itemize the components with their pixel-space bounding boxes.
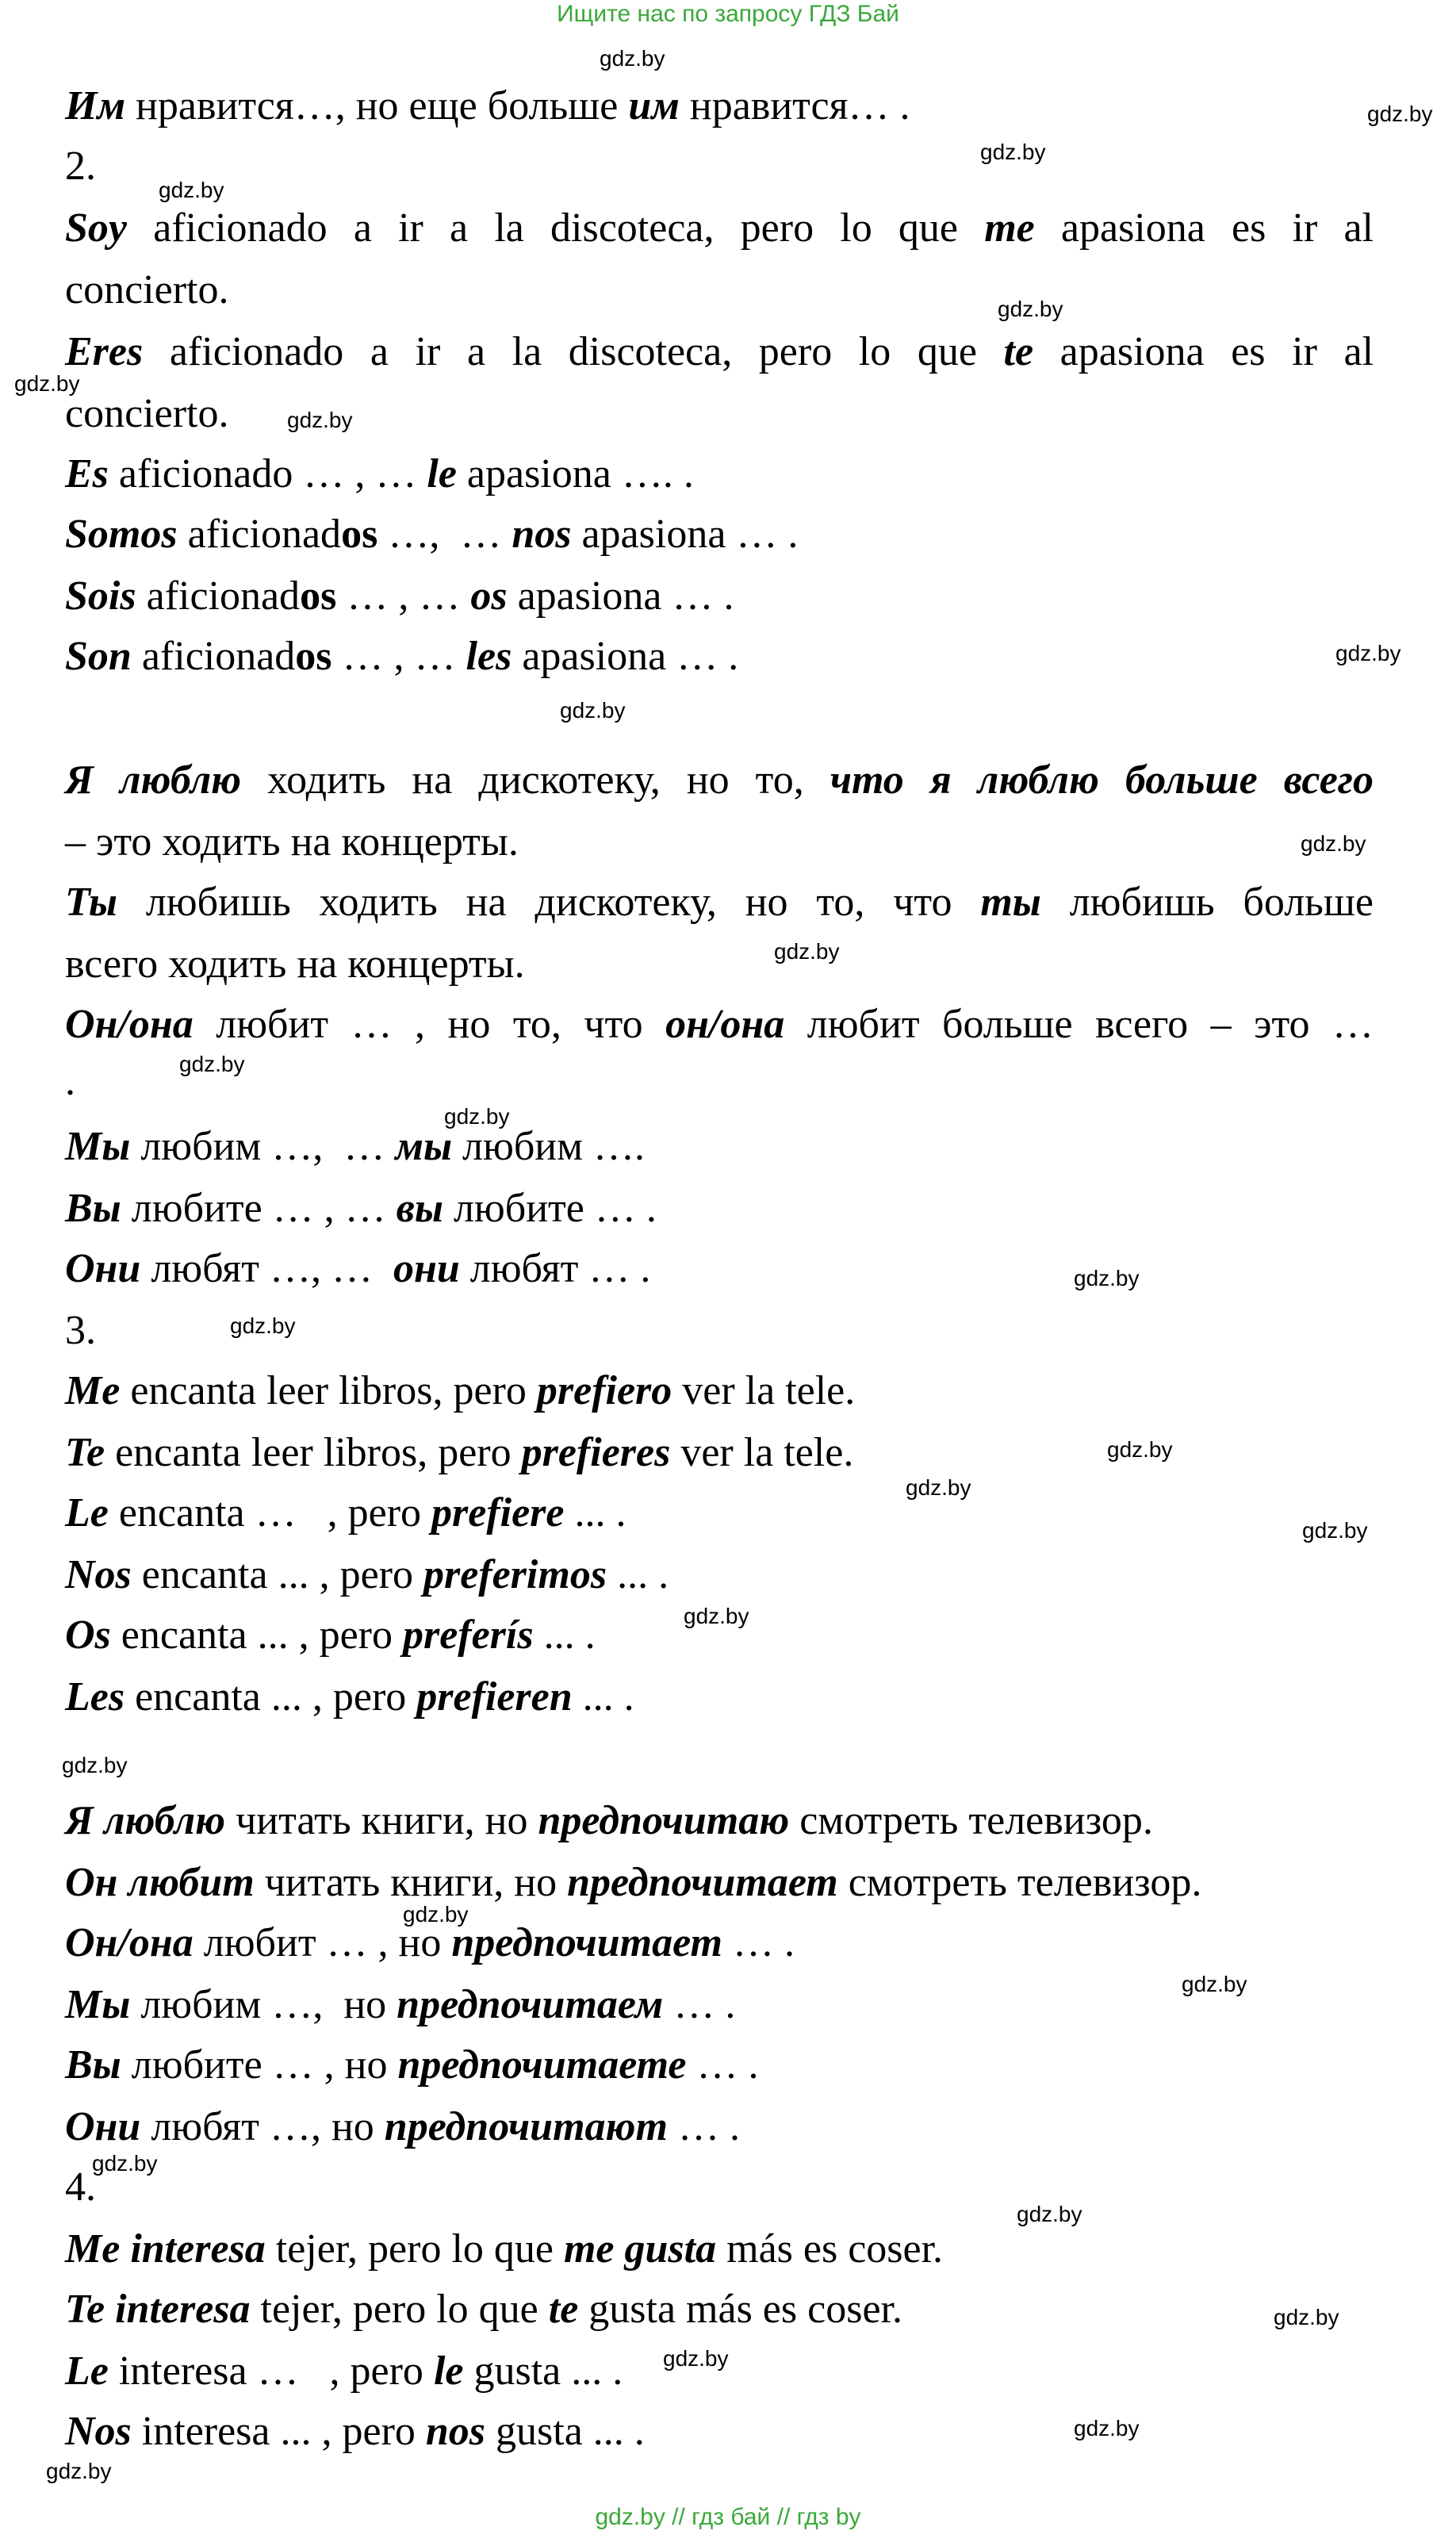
text-line: Eres aficionado a ir a la discoteca, pero lo que te apasiona es ir al [65,329,1374,374]
watermark: gdz.by [560,698,626,723]
watermark: gdz.by [159,178,224,202]
text-line: Они любят …, но предпочитают … . [65,2104,740,2149]
watermark: gdz.by [1182,1972,1247,1996]
text-line: всего ходить на концерты. [65,941,525,987]
watermark: gdz.by [444,1104,510,1129]
text-line: Он/она любит … , но то, что он/она любит больше всего – это … [65,1002,1374,1047]
section-number: 3. [65,1308,96,1353]
watermark: gdz.by [1017,2202,1082,2226]
text-line: Мы любим …, … мы любим …. [65,1124,646,1169]
text-line: concierto. [65,267,229,312]
footer-links[interactable]: gdz.by // гдз бай // гдз by [595,2504,861,2530]
watermark: gdz.by [14,371,80,396]
watermark: gdz.by [62,1753,128,1777]
watermark: gdz.by [287,408,353,432]
text-line: Я люблю ходить на дискотеку, но то, что я люблю больше всего [65,757,1374,803]
text-line: Me encanta leer libros, pero prefiero ver la tele. [65,1368,856,1413]
text-line: Sois aficionados … , … os apasiona … . [65,573,734,619]
text-line: Somos aficionados …, … nos apasiona … . [65,512,799,557]
text-line: Он любит читать книги, но предпочитает смотреть телевизор. [65,1860,1202,1905]
text-line: concierto. [65,391,229,436]
watermark: gdz.by [980,140,1046,164]
watermark: gdz.by [998,297,1063,321]
watermark: gdz.by [1335,641,1401,665]
watermark: gdz.by [403,1902,469,1927]
watermark: gdz.by [684,1604,749,1628]
text-line: Вы любите … , … вы любите … . [65,1186,657,1231]
text-line: Son aficionados … , … les apasiona … . [65,634,739,679]
text-line: Le encanta … , pero prefiere ... . [65,1490,626,1536]
watermark: gdz.by [1074,2416,1140,2440]
text-line: Les encanta ... , pero prefieren ... . [65,1674,634,1720]
text-line: Вы любите … , но предпочитаете … . [65,2042,759,2088]
text-line: Мы любим …, но предпочитаем … . [65,1982,736,2027]
watermark: gdz.by [1274,2305,1339,2329]
text-line: Te encanta leer libros, pero prefieres ver la tele. [65,1430,854,1475]
text-line: Ты любишь ходить на дискотеку, но то, что ты любишь больше [65,880,1374,925]
text-line: Soy aficionado a ir a la discoteca, pero lo que me apasiona es ir al [65,205,1374,251]
watermark: gdz.by [230,1313,296,1338]
text-line: Os encanta ... , pero preferís ... . [65,1612,596,1658]
watermark: gdz.by [774,939,840,964]
text-line: Он/она любит … , но предпочитает … . [65,1920,795,1965]
watermark: gdz.by [179,1052,245,1076]
section-number: 4. [65,2164,96,2210]
watermark: gdz.by [663,2346,729,2371]
text-line: . [65,1059,75,1104]
watermark: gdz.by [92,2151,158,2176]
text-line: Te interesa tejer, pero lo que te gusta más es coser. [65,2287,902,2332]
watermark: gdz.by [1302,1518,1368,1543]
watermark: gdz.by [1107,1437,1173,1462]
watermark: gdz.by [1367,102,1433,126]
watermark: gdz.by [46,2459,112,2483]
text-line: Es aficionado … , … le apasiona …. . [65,451,694,497]
text-line: Им нравится…, но еще больше им нравится… . [65,83,910,128]
text-line: – это ходить на концерты. [65,819,519,865]
top-banner[interactable]: Ищите нас по запросу ГДЗ Бай [557,1,899,27]
text-line: Nos encanta ... , pero preferimos ... . [65,1552,669,1597]
text-line: Они любят …, … они любят … . [65,1246,651,1291]
section-number: 2. [65,144,96,189]
watermark: gdz.by [1301,831,1366,856]
watermark: gdz.by [906,1475,971,1500]
text-line: Я люблю читать книги, но предпочитаю смотреть телевизор. [65,1798,1153,1843]
text-line: Le interesa … , pero le gusta ... . [65,2348,623,2394]
text-line: Me interesa tejer, pero lo que me gusta más es coser. [65,2226,944,2272]
text-line: Nos interesa ... , pero nos gusta ... . [65,2409,645,2454]
watermark: gdz.by [1074,1266,1140,1290]
watermark: gdz.by [600,46,665,71]
